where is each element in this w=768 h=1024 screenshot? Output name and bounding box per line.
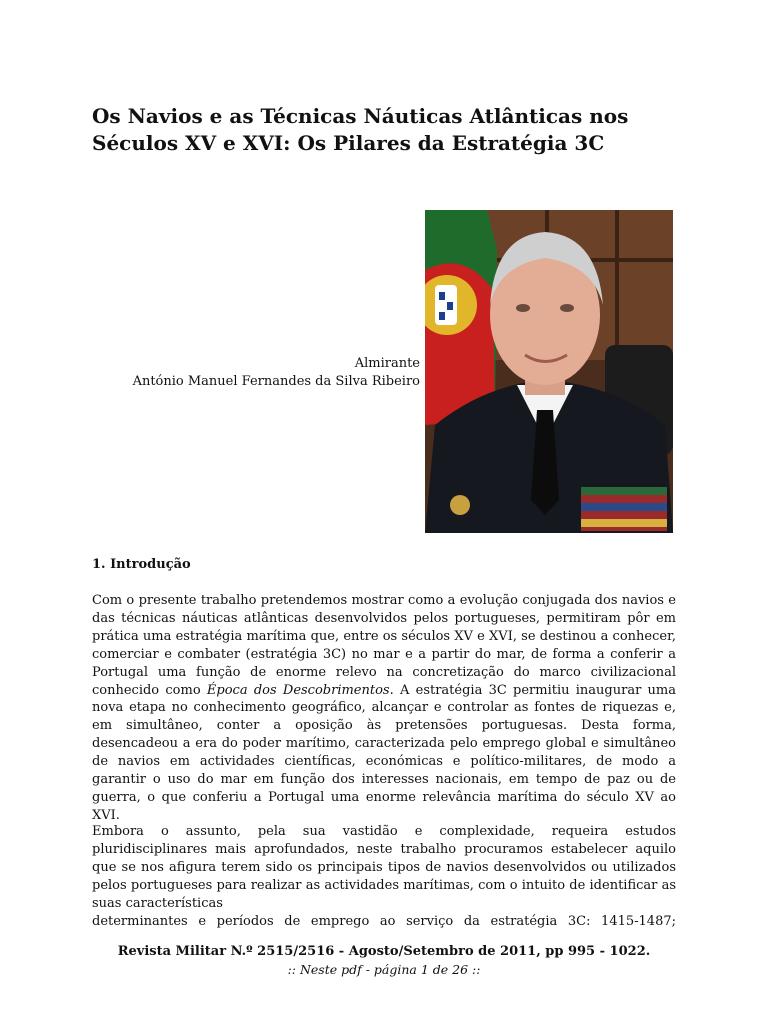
article-title: [92, 103, 692, 157]
page-indicator: :: Neste pdf - página 1 de 26 ::: [287, 962, 481, 977]
portrait-photo: [425, 210, 673, 533]
author-block: [133, 355, 420, 391]
title-line-1: Os Navios e as Técnicas Náuticas Atlânticas nos: [92, 104, 629, 128]
title-line-2: Séculos XV e XVI: Os Pilares da Estratégia 3C: [92, 131, 605, 155]
page-footer: [0, 943, 768, 979]
paragraph-2-text: Embora o assunto, pela sua vastidão e complexidade, requeira estudos pluridisciplinares mais aprofundados, neste trabalho procuramos estabelecer aquilo que se nos afigura terem sido os principais tipos de navios desenvolvidos ou utilizados pelos portugueses para realizar as actividades marítimas, com o intuito de identificar as suas características: [92, 824, 676, 911]
journal-citation: Revista Militar N.º 2515/2516 - Agosto/Setembro de 2011, pp 995 - 1022.: [117, 944, 651, 959]
author-rank: Almirante: [354, 356, 420, 371]
section-heading: 1. Introdução: [92, 557, 191, 572]
author-name: António Manuel Fernandes da Silva Ribeiro: [132, 374, 420, 389]
paragraph-2: [92, 823, 676, 930]
paragraph-2-last-line: determinantes e períodos de emprego ao serviço da estratégia 3C: 1415-1487;: [92, 913, 676, 929]
paragraph-1-text-a: Com o presente trabalho pretendemos mostrar como a evolução conjugada dos navios e das técnicas náuticas atlânticas desenvolvidos pelos portugueses, permitiram pôr em prática uma estratégia marítima que, entre os séculos XV e XVI, se destinou a conhecer, comerciar e combater (estratégia 3C) no mar e a partir do mar, de forma a conferir a Portugal uma função de enorme relevo na concretização do marco civilizacional conhecido como: [92, 593, 676, 698]
paragraph-1: [92, 592, 676, 825]
paragraph-1-text-b: . A estratégia 3C permitiu inaugurar uma nova etapa no conhecimento geográfico, alcançar e controlar as fontes de riquezas e, em simultâneo, conter a oposição às pretensões portuguesas. Desta forma, desencadeou a era do poder marítimo, caracterizada pelo emprego global e simultâneo de navios em actividades científicas, económicas e político-militares, de modo a garantir o uso do mar em função dos interesses nacionais, em tempo de paz ou de guerra, o que conferiu a Portugal uma enorme relevância marítima do século XV ao XVI.: [92, 682, 676, 823]
author-portrait: [425, 210, 673, 533]
paragraph-1-italic: Época dos Descobrimentos: [206, 682, 390, 698]
